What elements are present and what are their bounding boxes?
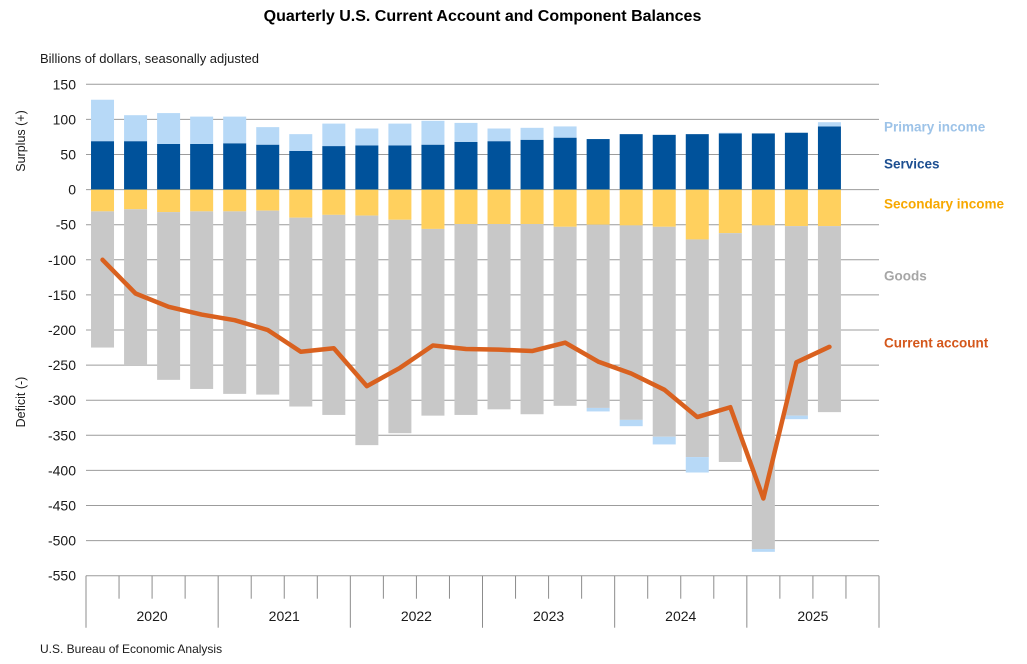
bar-segment-goods — [554, 227, 577, 406]
bar-segment-goods — [653, 227, 676, 437]
bar-segment-secondary-income — [124, 190, 147, 210]
bar-segment-services — [587, 139, 610, 190]
y-axis-label: 0 — [68, 181, 76, 198]
bar-segment-primary-income — [124, 115, 147, 141]
bar-segment-secondary-income — [488, 190, 511, 224]
bar-segment-primary-income — [785, 416, 808, 420]
bar-segment-primary-income — [388, 124, 411, 146]
bar-segment-goods — [256, 211, 279, 395]
bar-segment-primary-income — [554, 126, 577, 137]
x-axis-year-label: 2020 — [136, 608, 168, 624]
bar-segment-primary-income — [223, 117, 246, 144]
bar-segment-services — [190, 144, 213, 190]
bar-segment-goods — [620, 225, 643, 419]
bar-segment-primary-income — [620, 420, 643, 426]
y-axis-label: -200 — [47, 322, 76, 338]
bar-segment-primary-income — [686, 457, 709, 472]
y-axis-label: 150 — [52, 76, 76, 93]
bar-segment-primary-income — [322, 124, 345, 146]
bar-segment-secondary-income — [686, 190, 709, 240]
bar-segment-services — [223, 143, 246, 189]
bar-segment-primary-income — [587, 408, 610, 412]
bar-segment-services — [421, 145, 444, 190]
bar-segment-secondary-income — [256, 190, 279, 211]
bar-segment-services — [157, 144, 180, 190]
bar-segment-secondary-income — [785, 190, 808, 227]
bar-segment-secondary-income — [289, 190, 312, 218]
y-axis-label: -350 — [47, 427, 76, 444]
bar-segment-goods — [322, 215, 345, 415]
bar-segment-services — [752, 133, 775, 189]
bar-segment-secondary-income — [521, 190, 544, 224]
bar-segment-primary-income — [752, 549, 775, 552]
bar-segment-services — [388, 145, 411, 189]
bar-segment-primary-income — [421, 121, 444, 145]
x-axis-year-label: 2025 — [797, 608, 829, 624]
bar-segment-services — [653, 135, 676, 190]
bar-segment-services — [454, 142, 477, 190]
y-axis-label: -550 — [47, 567, 76, 584]
bar-segment-services — [521, 140, 544, 190]
bar-segment-goods — [157, 212, 180, 380]
bar-segment-primary-income — [91, 100, 114, 141]
bar-segment-secondary-income — [223, 190, 246, 212]
bar-segment-secondary-income — [818, 190, 841, 227]
y-axis-label: -400 — [47, 462, 76, 479]
bar-segment-services — [719, 133, 742, 189]
bar-segment-secondary-income — [620, 190, 643, 226]
bar-segment-secondary-income — [355, 190, 378, 216]
bar-segment-goods — [355, 216, 378, 446]
bar-segment-primary-income — [157, 113, 180, 144]
bar-segment-secondary-income — [554, 190, 577, 227]
bar-segment-goods — [686, 239, 709, 457]
bar-segment-goods — [223, 211, 246, 394]
bar-segment-services — [256, 145, 279, 190]
legend-label-services: Services — [884, 156, 940, 172]
bar-segment-goods — [421, 229, 444, 416]
bar-segment-services — [91, 141, 114, 189]
bar-segment-primary-income — [653, 437, 676, 445]
bar-segment-secondary-income — [388, 190, 411, 220]
bar-segment-primary-income — [719, 133, 742, 134]
chart-subtitle: Billions of dollars, seasonally adjusted — [40, 51, 259, 66]
bar-segment-secondary-income — [421, 190, 444, 229]
bar-segment-goods — [818, 226, 841, 412]
y-axis-label: -500 — [47, 532, 76, 549]
bar-segment-services — [289, 151, 312, 190]
y-axis-surplus-label: Surplus (+) — [14, 110, 28, 172]
bar-segment-goods — [521, 224, 544, 414]
legend-label-goods: Goods — [884, 268, 927, 284]
y-axis-label: -50 — [55, 216, 76, 233]
source-note: U.S. Bureau of Economic Analysis — [40, 642, 223, 656]
bar-segment-secondary-income — [653, 190, 676, 227]
bar-segment-primary-income — [521, 128, 544, 140]
y-axis-label: 50 — [60, 146, 76, 163]
bar-segment-secondary-income — [91, 190, 114, 212]
bar-segment-goods — [289, 218, 312, 407]
bar-segment-services — [686, 134, 709, 189]
bar-segment-goods — [454, 224, 477, 415]
y-axis-label: -100 — [47, 251, 76, 268]
x-axis-year-label: 2023 — [533, 608, 565, 624]
bar-segment-goods — [91, 211, 114, 347]
y-axis-label: 100 — [52, 111, 76, 128]
bar-segment-secondary-income — [322, 190, 345, 215]
bar-segment-primary-income — [454, 123, 477, 142]
bar-segment-primary-income — [289, 134, 312, 151]
bar-segment-services — [554, 138, 577, 190]
y-axis-label: -300 — [47, 392, 76, 409]
bar-segment-services — [785, 133, 808, 190]
bar-segment-secondary-income — [752, 190, 775, 226]
chart-title: Quarterly U.S. Current Account and Component Balances — [263, 8, 702, 25]
bar-segment-goods — [488, 224, 511, 409]
bar-segment-primary-income — [256, 127, 279, 145]
legend-label-primary-income: Primary income — [884, 119, 986, 135]
x-axis-year-label: 2021 — [268, 608, 300, 624]
bar-segment-services — [488, 141, 511, 189]
legend-label-secondary-income: Secondary income — [884, 196, 1005, 212]
y-axis-deficit-label: Deficit (-) — [14, 376, 28, 428]
bar-segment-services — [124, 141, 147, 189]
legend-label-current-account: Current account — [884, 335, 989, 351]
bar-segment-goods — [190, 211, 213, 389]
bar-segment-secondary-income — [587, 190, 610, 225]
bar-segment-services — [818, 126, 841, 189]
bar-segment-primary-income — [818, 122, 841, 126]
bar-segment-secondary-income — [157, 190, 180, 212]
bar-segment-primary-income — [488, 129, 511, 142]
x-axis-year-label: 2024 — [665, 608, 697, 624]
bar-segment-goods — [388, 220, 411, 433]
bar-segment-primary-income — [355, 129, 378, 146]
bar-segment-services — [620, 134, 643, 189]
y-axis-label: -450 — [47, 497, 76, 514]
y-axis-label: -250 — [47, 357, 76, 374]
bar-segment-primary-income — [190, 117, 213, 144]
bar-segment-secondary-income — [454, 190, 477, 224]
bar-segment-services — [355, 145, 378, 189]
bar-segment-secondary-income — [190, 190, 213, 212]
x-axis-year-label: 2022 — [400, 608, 432, 624]
bar-segment-secondary-income — [719, 190, 742, 234]
bar-segment-services — [322, 146, 345, 190]
bar-segment-goods — [587, 225, 610, 408]
y-axis-label: -150 — [47, 286, 76, 303]
